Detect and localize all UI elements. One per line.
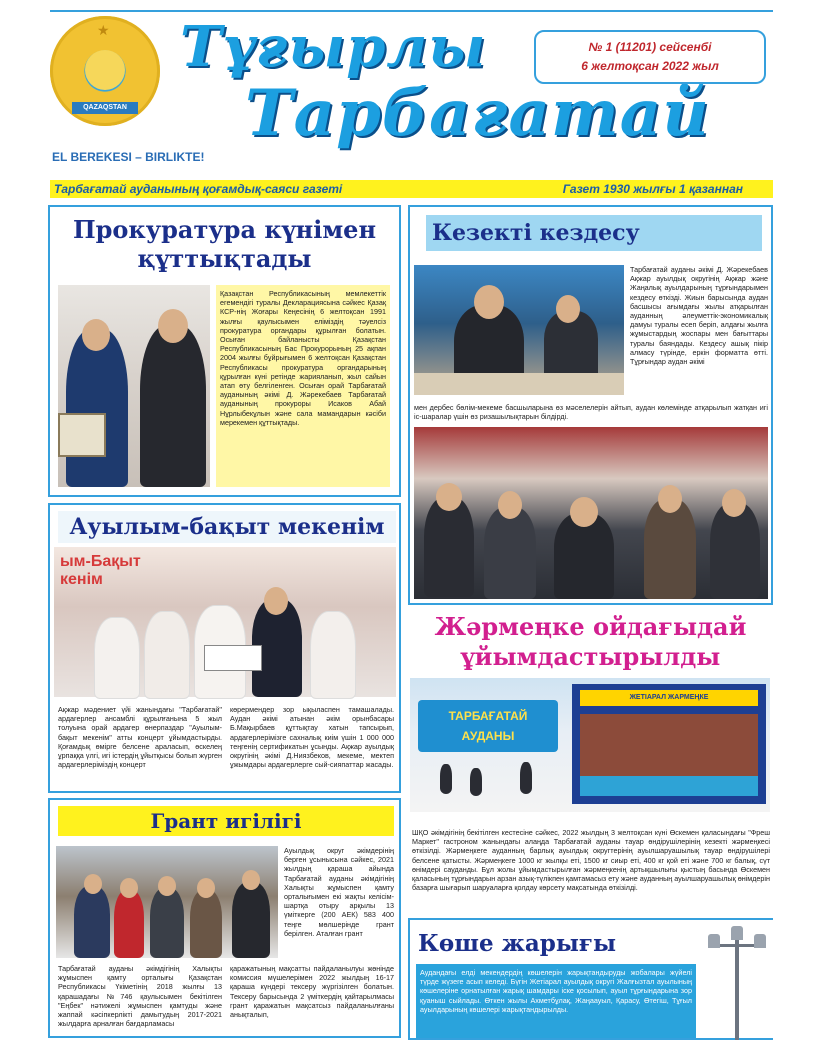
photo-grant-recipients — [56, 846, 278, 958]
article-village-body-left: Ақжар мәдениет үйі жанындағы "Тарбағатай" ардагерлер ансамблі құрылғанына 5 жыл толуына орай ардагер өнерпаздар "Ауылым-бақыт мекенім" атты концерт ұйымдастырды. Қоғамдық өмірге белсене араласып, өскелең ұрпаққа үлгі, игі істердің ұйытқысы болып жүрген ардагерлеріміздің концерт — [58, 705, 222, 770]
headline-village: Ауылым-бақыт мекенім — [58, 511, 396, 543]
photo-village-concert — [54, 547, 396, 697]
article-meeting — [408, 205, 773, 605]
article-streetlight — [408, 918, 773, 1040]
photo-meeting-audience — [414, 427, 768, 599]
article-streetlight-body: Аудандағы елді мекендердің көшелерін жарықтандыруды жобалары жүйелі түрде жүзеге асып келеді. Бүгін Жетіарал ауылдық округі Жалғызтал ауылының көшелеріне орнатылған жарық шамдары іске қосылып, ауыл тұрғындарына зор қуаныш сыйлады. Өткен жылы Ахметбұлақ, Жаңаауыл, Қарасу, Өтегіш, Тұғыл ауылдарының көшелері жарықтандырылды. — [416, 964, 696, 1038]
article-meeting-body-side: Тарбағатай ауданы әкімі Д. Жәрекебаев Ақжар ауылдық округінің Ақжар және Жаңалық ауылдарының тұрғындарымен кездесу өткізді. Жиын барысында аудан басшысы ағымдағы жылы атқарылған ауданның әлеуметтік-экономикалық дамуы туралы есеп беріп, алдағы жылға жұмыстардың жоспары мен бағыттары туралы баяндады. Кездесу ашық пікір алмасу түрінде, еркін форматта өтті. Тұрғындар аудан әкімі — [630, 265, 768, 367]
headline-grant: Грант игілігі — [58, 806, 394, 836]
article-village-body-right: көрермендер зор ықыласпен тамашалады. Аудан әкімі атынан әкім орынбасары Б.Мақырбаев құттықтау хатын тапсырып, ардагерлерімізге сахналық киім үшін 1 000 000 теңгенің сертификатын ұсынды. Ақжар ауылдық округінің әкімі Д.Ниязбеков, мекеме, мектеп ұжымдары ардагерлерге сый-сияпаттар жасады. — [230, 705, 394, 770]
photo-meeting-presidium — [414, 265, 624, 395]
street-lamp-icon — [704, 926, 770, 1040]
motto: EL BEREKESI – BIRLIKTE! — [52, 150, 205, 164]
article-grant-body-side: Ауылдық округ әкімдерінің берген ұсынысына сәйкес, 2021 жылдың қараша айында Тарбағатай ауданы әкімдігінің Халықты жұмыспен қамту орталығымен екі жақты келісім-шартқа отыру арқылы 13 үміткерге (200 АЕК) 583 400 теңге мөлшерінде грант берілген. Аталған грант — [284, 846, 394, 938]
fair-stall-text: ЖЕТІАРАЛ ЖАРМЕҢКЕ — [580, 690, 758, 706]
article-fair-body: ШҚО әкімдігінің бекітілген кестесіне сәйкес, 2022 жылдың 3 желтоқсан күні Өскемен қаласындағы "Фреш Маркет" гастроном жанындағы алаңда Тарбағатай ауданы тауар өндірушілерінің кезекті жәрмеңкесі өткізілді. Жәрмеңкеге ауданның барлық ауылдық округтерінің ауылшаруашылық тауар өндірушілері белсене қатысты. Жәрмеңкеге 1000 кг жылқы еті, 1500 кг сиыр еті, 400 кг қой еті және 700 кг балық, сүт өнімдері сауданды. Бұл жолы ұйымдастырылған жәрмеңкенің артықшылығы қыстың басында Өскемен қаласының тұрғындарын арзан азық-түлікпен қамтамасыз ету және ауданның ауылшаруашылық өнімдерін базарға шығарып шаруаларға қолдау көрсету мақсатында өткізілді. — [412, 828, 770, 893]
issue-info-box — [534, 30, 766, 84]
headline-fair-2: ұйымдастырылды — [460, 642, 721, 671]
article-prosecutor-body: Қазақстан Республикасының мемлекеттік егемендігі туралы Декларациясына сәйкес Қазақ КСР-нің Жоғары Кеңесінің 6 желтоқсан 1991 жылғы қаулысымен еліміздің тәуелсіз прокуратура органдары құрылған болатын. Осыған байланысты Қазақстан Республикасының Бас Прокурорының 25 ақпан 2004 жылғы бұйрығымен 6 желтоқсан Қазақстан Республикасы прокуратура органдарының құрылған күні ретінде жарияланып, жыл сайын атап өту белгіленген. Осыған орай Тарбағатай ауданының әкімі Д. Жәрекебаев Тарбағатай ауданының прокуроры Исаков Абай Нұрлыбекұлын және сала мамандарын кәсіби мерекемен құттықтады. — [216, 285, 390, 487]
state-emblem-icon: ★ QAZAQSTAN — [50, 16, 160, 126]
newspaper-title-line1: Тұғырлы — [180, 14, 487, 80]
article-grant — [48, 798, 401, 1038]
article-fair — [408, 610, 773, 910]
headline-meeting: Кезекті кездесу — [426, 215, 762, 251]
article-grant-body-right: қаражатының мақсатты пайдаланылуы жөнінде комиссия мүшелерімен 2022 жылдың 16-17 қараша күндері тексеру жүргізілген болатын. Тексеру барысында 2 үміткердің қайтарылмасы грант қаражатын мақсатсыз пайдаланылғаны анықталып, — [230, 964, 394, 1020]
article-meeting-body-bottom: мен дербес бөлім-мекеме басшыларына өз мәселелерін айтып, аудан көлемінде атқарылып жатқан игі іс-шаралар үшін өз ризашылықтарын білдірді. — [414, 403, 768, 422]
stage-banner-text-1: ым-Бақыт — [60, 553, 141, 570]
photo-prosecutor-award — [58, 285, 210, 487]
fair-sign-text-2: АУДАНЫ — [461, 729, 515, 743]
top-rule — [50, 10, 773, 12]
article-prosecutor — [48, 205, 401, 497]
founded-note: Газет 1930 жылғы 1 қазаннан — [562, 182, 743, 196]
headline-fair-1: Жәрмеңке ойдағыдай — [434, 612, 747, 641]
headline-streetlight: Көше жарығы — [418, 930, 617, 957]
article-village — [48, 503, 401, 793]
issue-number: № 1 (11201) сейсенбі — [588, 40, 712, 54]
photo-fair-market — [410, 678, 770, 812]
headline-prosecutor-2: құттықтады — [137, 244, 312, 273]
fair-sign-text-1: ТАРБАҒАТАЙ — [448, 709, 528, 723]
article-grant-body-left: Тарбағатай ауданы әкімдігінің Халықты жұмыспен қамту орталығы Қазақстан Республикасы Үкіметінің 2018 жылғы 13 қарашадағы №746 қаулысымен бекітілген "Еңбек" нәтижелі жұмыспен қамтуды және жаппай кәсіпкерлікті дамытудың 2017-2021 жылдарға арналған бағдарламасы — [58, 964, 222, 1029]
issue-date: 6 желтоқсан 2022 жыл — [581, 59, 719, 73]
tagline: Тарбағатай ауданының қоғамдық-саяси газеті — [54, 182, 343, 196]
tagline-bar — [50, 180, 773, 198]
headline-prosecutor-1: Прокуратура күнімен — [72, 215, 377, 244]
stage-banner-text-2: кенім — [60, 571, 103, 588]
emblem-band: QAZAQSTAN — [72, 102, 138, 114]
newspaper-title-line2: Тарбағатай — [245, 76, 710, 151]
